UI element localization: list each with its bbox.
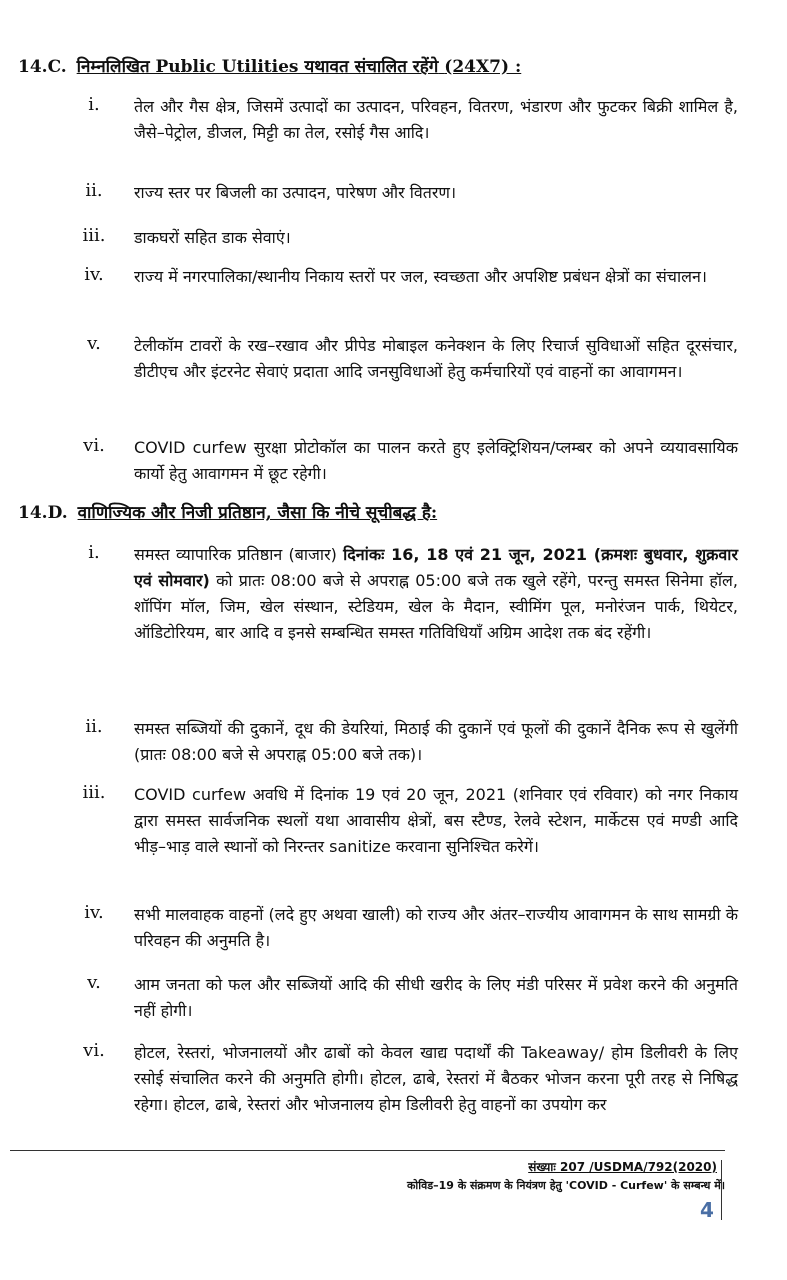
section-label: 14.D.: [18, 503, 68, 523]
item-number: i.: [88, 542, 100, 563]
item-number: iv.: [84, 264, 104, 285]
item-number: ii.: [85, 716, 103, 737]
footer-divider: [10, 1150, 725, 1151]
section-heading-14c: [18, 54, 521, 77]
item-number: iv.: [84, 902, 104, 923]
item-number: v.: [87, 333, 101, 354]
item-text: COVID curfew सुरक्षा प्रोटोकॉल का पालन करते हुए इलेक्ट्रिशियन/प्लम्बर को अपने व्ययावसायिक कार्यो हेतु आवागमन में छूट रहेगी।: [134, 438, 738, 483]
item-number: iii.: [82, 225, 106, 246]
item-text: डाकघरों सहित डाक सेवाएं।: [134, 228, 291, 247]
section-label: 14.C.: [18, 57, 67, 77]
item-number: vi.: [83, 435, 105, 456]
item-number: i.: [88, 94, 100, 115]
item-number: ii.: [85, 180, 103, 201]
item-text: आम जनता को फल और सब्जियों आदि की सीधी खरीद के लिए मंडी परिसर में प्रवेश करने की अनुमति नहीं होगी।: [134, 975, 738, 1020]
footer-subject: कोविड–19 के संक्रमण के नियंत्रण हेतु 'COVID - Curfew' के सम्बन्ध में।: [406, 1179, 725, 1192]
section-heading-14d: [18, 500, 437, 523]
item-text: होटल, रेस्तरां, भोजनालयों और ढाबों को केवल खाद्य पदार्थों की Takeaway/ होम डिलीवरी के लिए रसोई संचालित करने की अनुमति होगी। होटल, ढाबे, रेस्तरां में बैठकर भोजन करना पूरी तरह से निषिद्ध रहेगा। होटल, ढाबे, रेस्तरां और भोजनालय होम डिलीवरी हेतु वाहनों का उपयोग कर: [134, 1043, 738, 1114]
item-text: COVID curfew अवधि में दिनांक 19 एवं 20 जून, 2021 (शनिवार एवं रविवार) को नगर निकाय द्वारा समस्त सार्वजनिक स्थलों यथा आवासीय क्षेत्रों, बस स्टैण्ड, रेलवे स्टेशन, मार्केटस एवं मण्डी आदि भीड़–भाड़ वाले स्थानों को निरन्तर sanitize करवाना सुनिश्चित करेगें।: [134, 785, 738, 856]
page-number: 4: [700, 1198, 714, 1222]
item-text-bold: दिनांकः 16, 18 एवं 21 जून, 2021 (क्रमशः बुधवार, शुक्रवार एवं सोमवार): [134, 545, 738, 590]
item-text: राज्य स्तर पर बिजली का उत्पादन, पारेषण और वितरण।: [134, 183, 457, 202]
footer-reference: संख्याः 207 /USDMA/792(2020): [528, 1160, 717, 1174]
item-text: समस्त व्यापारिक प्रतिष्ठान (बाजार) दिनांकः 16, 18 एवं 21 जून, 2021 (क्रमशः बुधवार, शुक्रवार एवं सोमवार) को प्रातः 08:00 बजे से अपराह्न 05:00 बजे तक खुले रहेंगे, परन्तु समस्त सिनेमा हॉल, शॉपिंग मॉल, जिम, खेल संस्थान, स्टेडियम, खेल के मैदान, स्वीमिंग पूल, मनोरंजन पार्क, थियेटर, ऑडिटोरियम, बार आदि व इनसे सम्बन्धित समस्त गतिविधियाँ अग्रिम आदेश तक बंद रहेंगी।: [134, 545, 738, 642]
footer-vertical-rule: [721, 1160, 722, 1220]
item-text: राज्य में नगरपालिका/स्थानीय निकाय स्तरों पर जल, स्वच्छता और अपशिष्ट प्रबंधन क्षेत्रों का संचालन।: [134, 267, 707, 286]
item-text: सभी मालवाहक वाहनों (लदे हुए अथवा खाली) को राज्य और अंतर–राज्यीय आवागमन के साथ सामग्री के परिवहन की अनुमति है।: [134, 905, 738, 950]
item-number: v.: [87, 972, 101, 993]
item-text: समस्त सब्जियों की दुकानें, दूध की डेयरियां, मिठाई की दुकानें एवं फूलों की दुकानें दैनिक रूप से खुलेंगी (प्रातः 08:00 बजे से अपराह्न 05:00 बजे तक)।: [134, 719, 738, 764]
item-text: टेलीकॉम टावरों के रख–रखाव और प्रीपेड मोबाइल कनेक्शन के लिए रिचार्ज सुविधाओं सहित दूरसंचार, डीटीएच और इंटरनेट सेवाएं प्रदाता आदि जनसुविधाओं हेतु कर्मचारियों एवं वाहनों का आवागमन।: [134, 336, 738, 381]
item-number: iii.: [82, 782, 106, 803]
section-title: निम्नलिखित Public Utilities यथावत संचालित रहेंगे (24X7) :: [76, 57, 522, 77]
item-number: vi.: [83, 1040, 105, 1061]
item-text: तेल और गैस क्षेत्र, जिसमें उत्पादों का उत्पादन, परिवहन, वितरण, भंडारण और फुटकर बिक्री शामिल है, जैसे–पेट्रोल, डीजल, मिट्टी का तेल, रसोई गैस आदि।: [134, 97, 738, 142]
section-title: वाणिज्यिक और निजी प्रतिष्ठान, जैसा कि नीचे सूचीबद्ध है:: [77, 503, 438, 523]
